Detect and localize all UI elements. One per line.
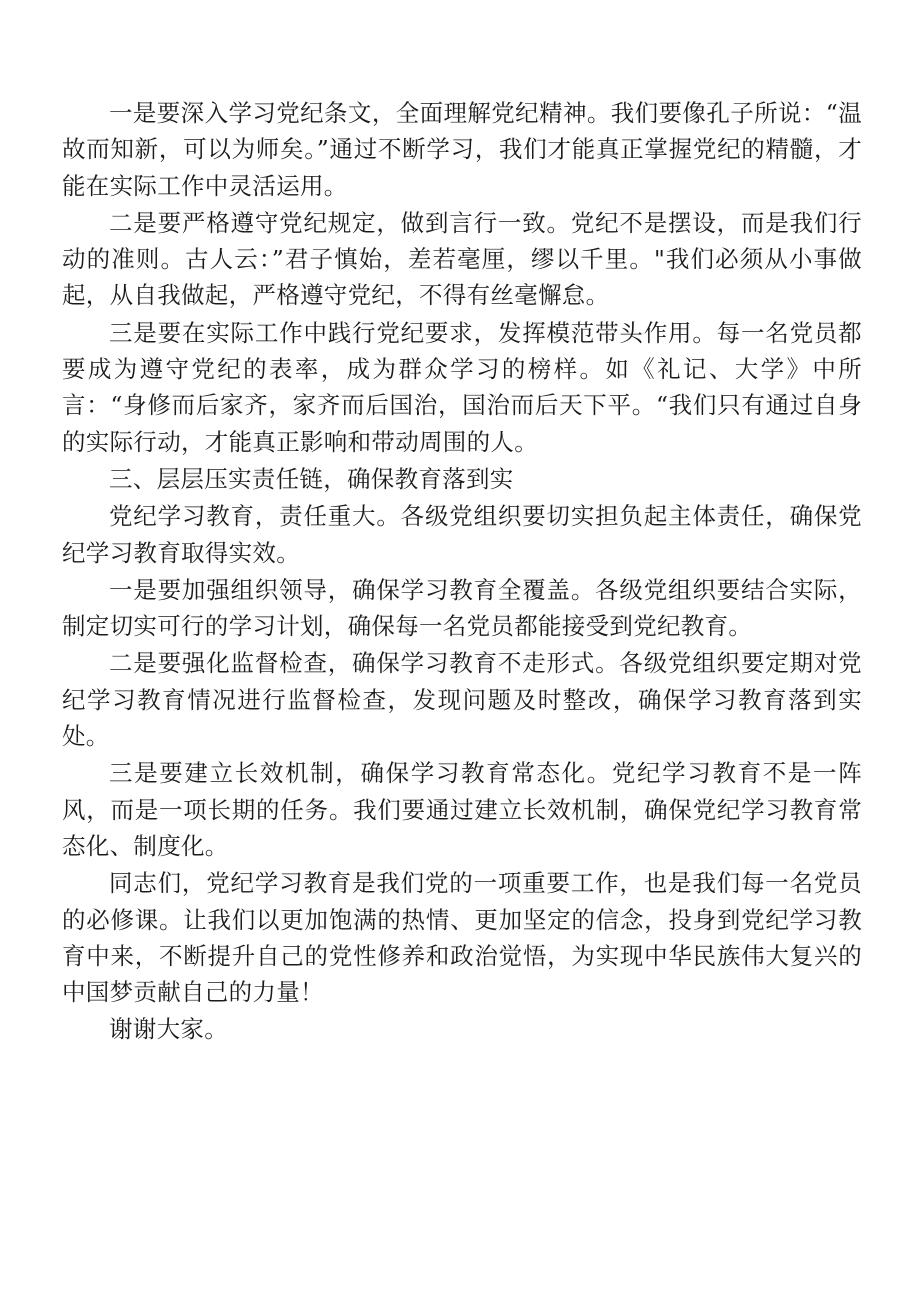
paragraph: 一是要深入学习党纪条文，全面理解党纪精神。我们要像孔子所说：“温故而知新，可以为师矣。”通过不断学习，我们才能真正掌握党纪的精髓，才能在实际工作中灵活运用。 bbox=[62, 99, 862, 200]
section-heading: 三、层层压实责任链，确保教育落到实 bbox=[109, 464, 514, 493]
paragraph: 二是要严格遵守党纪规定，做到言行一致。党纪不是摆设，而是我们行动的准则。古人云：”君子慎始，差若毫厘，缪以千里。"我们必须从小事做起，从自我做起，严格遵守党纪，不得有丝毫懈怠。 bbox=[62, 208, 862, 310]
paragraph: 三是要在实际工作中践行党纪要求，发挥模范带头作用。每一名党员都要成为遵守党纪的表率，成为群众学习的榜样。如《礼记、大学》中所言：“身修而后家齐，家齐而后国治，国治而后天下平。“我们只有通过自身的实际行动，才能真正影响和带动周围的人。 bbox=[62, 318, 862, 456]
paragraph: 同志们，党纪学习教育是我们党的一项重要工作，也是我们每一名党员的必修课。让我们以更加饱满的热情、更加坚定的信念，投身到党纪学习教育中来，不断提升自己的党性修养和政治觉悟，为实现中华民族伟大复兴的中国梦贡献自己的力量！ bbox=[62, 869, 862, 1007]
paragraph: 三是要建立长效机制，确保学习教育常态化。党纪学习教育不是一阵风，而是一项长期的任务。我们要通过建立长效机制，确保党纪学习教育常态化、制度化。 bbox=[62, 759, 862, 860]
paragraph: 党纪学习教育，责任重大。各级党组织要切实担负起主体责任，确保党纪学习教育取得实效。 bbox=[62, 502, 862, 567]
closing-line: 谢谢大家。 bbox=[109, 1015, 228, 1044]
paragraph: 一是要加强组织领导，确保学习教育全覆盖。各级党组织要结合实际，制定切实可行的学习计划，确保每一名党员都能接受到党纪教育。 bbox=[62, 575, 862, 641]
document-body bbox=[62, 95, 862, 1048]
paragraph: 二是要强化监督检查，确保学习教育不走形式。各级党组织要定期对党纪学习教育情况进行监督检查，发现问题及时整改，确保学习教育落到实处。 bbox=[62, 649, 862, 751]
